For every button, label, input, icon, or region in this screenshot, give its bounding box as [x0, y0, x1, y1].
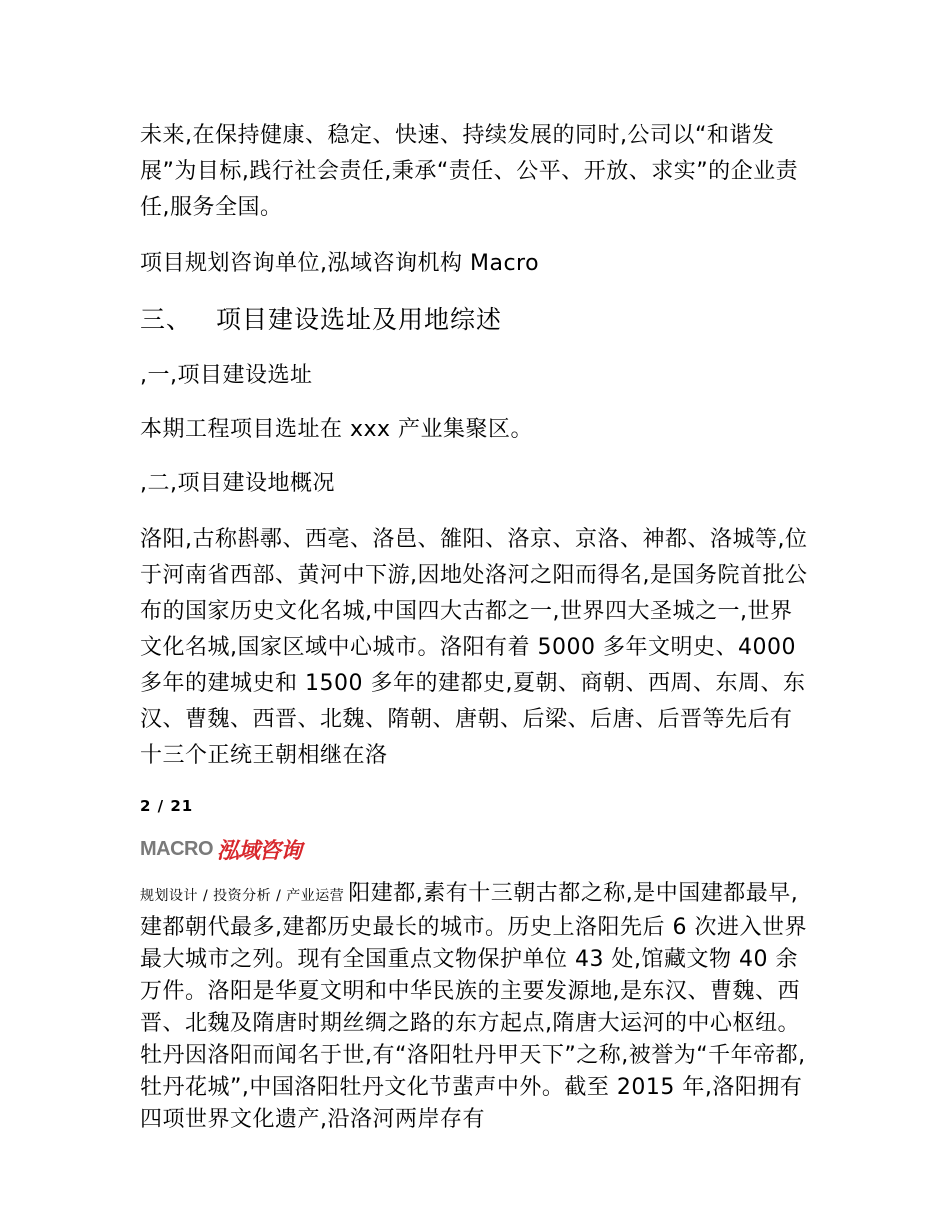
- subheading-site-selection: ,一,项目建设选址: [140, 363, 313, 388]
- section-title: 项目建设选址及用地综述: [216, 305, 503, 334]
- paragraph-consulting-unit: 项目规划咨询单位,泓域咨询机构 Macro: [140, 251, 540, 276]
- logo-english-text: MACRO: [140, 837, 214, 860]
- logo-chinese-text: 泓域咨询: [217, 838, 302, 864]
- paragraph-luoyang-history: [140, 878, 814, 1136]
- paragraph-company-mission: 未来,在保持健康、稳定、快速、持续发展的同时,公司以“和谐发展”为目标,践行社会责任,秉承“责任、公平、开放、求实”的企业责任,服务全国。: [140, 123, 799, 220]
- paragraph-luoyang-overview: 洛阳,古称斟鄩、西亳、洛邑、雒阳、洛京、京洛、神都、洛城等,位于河南省西部、黄河中下游,因地处洛河之阳而得名,是国务院首批公布的国家历史文化名城,中国四大古都之一,世界四大圣城之一,世界文化名城,国家区域中心城市。洛阳有着 5000 多年文明史、4000 多年的建城史和 1500 多年的建都史,夏朝、商朝、西周、东周、东汉、曹魏、西晋、北魏、隋朝、唐朝、后梁、后唐、后晋等先后有十三个正统王朝相继在洛: [140, 527, 808, 768]
- section-heading-3: [140, 300, 502, 340]
- subheading-site-overview: ,二,项目建设地概况: [140, 471, 335, 496]
- page-number: 2 / 21: [140, 797, 194, 815]
- paragraph-site-location: 本期工程项目选址在 xxx 产业集聚区。: [140, 417, 534, 442]
- paragraph-luoyang-history-text: 阳建都,素有十三朝古都之称,是中国建都最早,建都朝代最多,建都历史最长的城市。历史上洛阳先后 6 次进入世界最大城市之列。现有全国重点文物保护单位 43 处,馆藏文物 40 余万件。洛阳是华夏文明和中华民族的主要发源地,是东汉、曹魏、西晋、北魏及隋唐时期丝绸之路的东方起点,隋唐大运河的中心枢纽。牡丹因洛阳而闻名于世,有“洛阳牡丹甲天下”之称,被誉为“千年帝都,牡丹花城”,中国洛阳牡丹文化节蜚声中外。截至 2015 年,洛阳拥有四项世界文化遗产,沿洛河两岸存有: [140, 881, 807, 1132]
- section-number: 三、: [140, 305, 193, 334]
- macro-logo: [140, 834, 301, 864]
- header-tagline: 规划设计 / 投资分析 / 产业运营: [140, 888, 345, 904]
